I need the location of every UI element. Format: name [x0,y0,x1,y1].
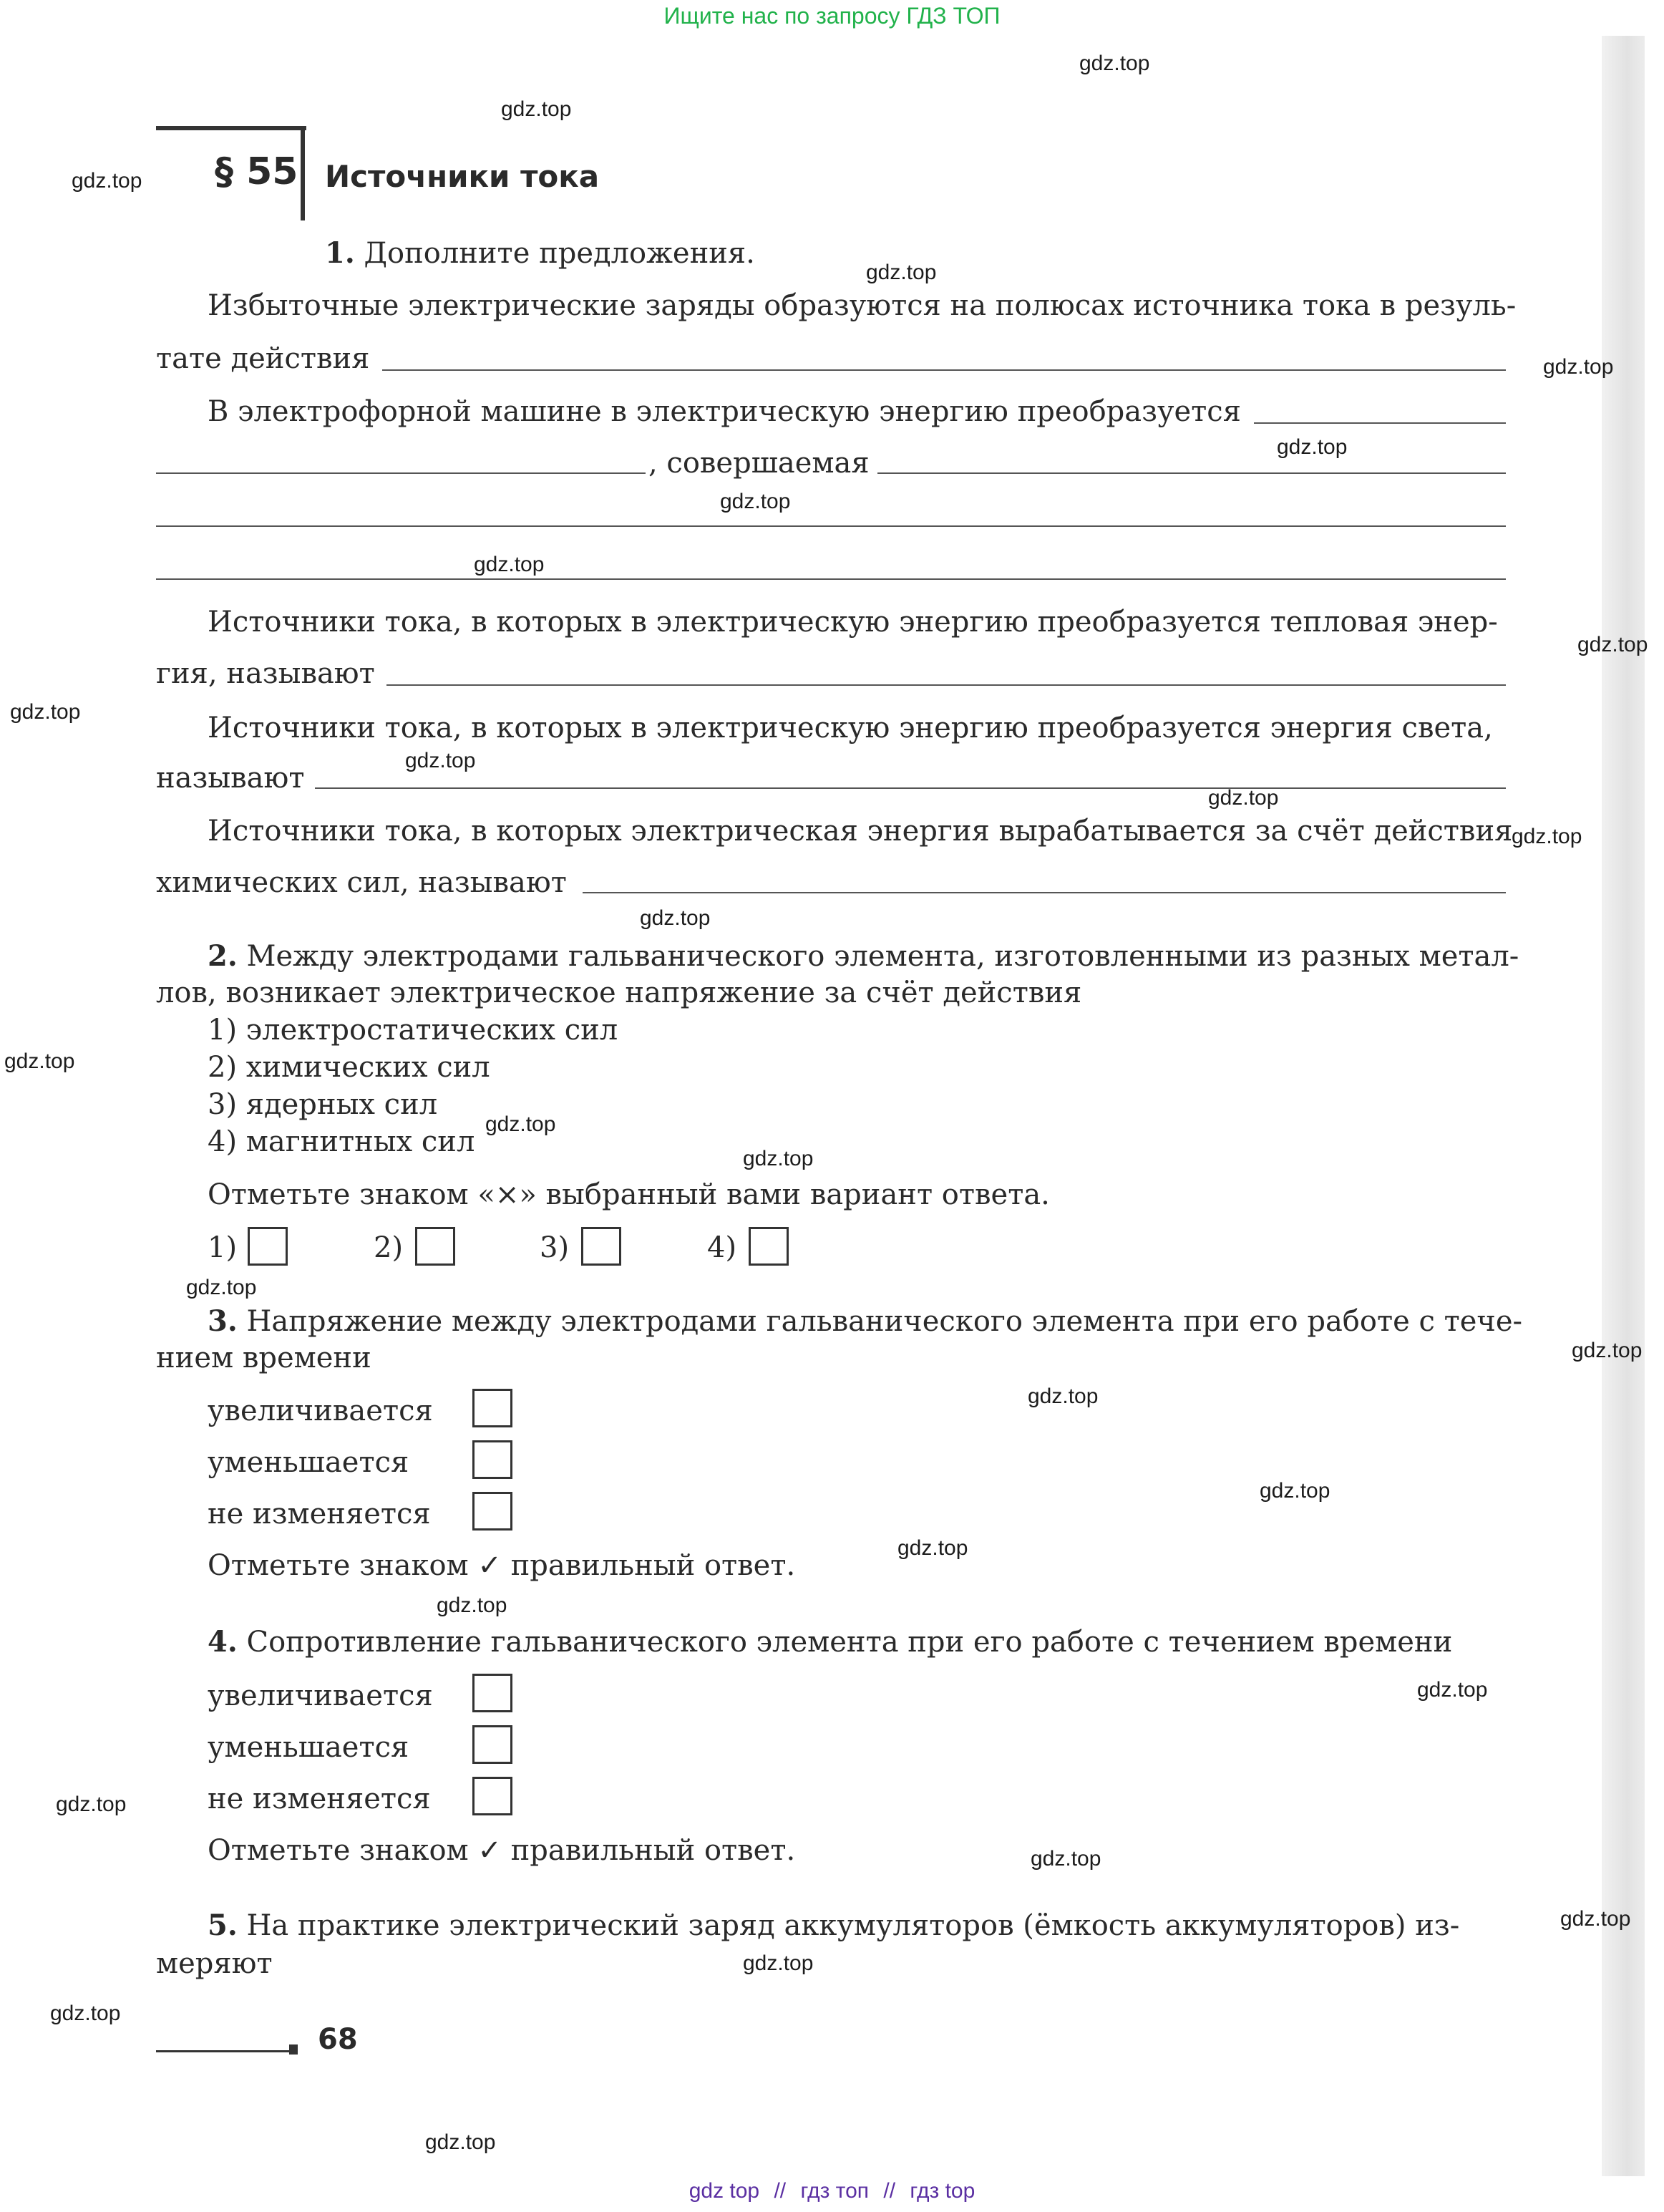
task3-line1 [208,1304,1522,1338]
task3-option-unchanged: не изменяется [208,1498,431,1531]
task2-number: 2. [208,939,238,973]
task1-s5-line2: химических сил, называют [156,866,567,899]
section-title: Источники тока [325,159,600,194]
watermark: gdz.top [1079,52,1150,75]
task4-number: 4. [208,1625,238,1659]
task4-option-unchanged: не изменяется [208,1782,431,1815]
watermark: gdz.top [1031,1847,1101,1871]
bottom-link-separator: // [774,2179,787,2203]
answer-line[interactable] [1254,422,1506,424]
answer-line[interactable] [156,578,1506,580]
search-banner[interactable]: Ищите нас по запросу ГДЗ ТОП [663,3,1001,29]
answer-line[interactable] [382,369,1506,371]
task2-option-2: 2) химических сил [208,1051,490,1084]
task2-answer-checkbox-2[interactable] [415,1227,455,1266]
watermark: gdz.top [1417,1678,1488,1702]
task3-checkbox-increases[interactable] [472,1389,512,1427]
watermark: gdz.top [56,1793,127,1816]
task3-instruction: Отметьте знаком ✓ правильный ответ. [208,1549,796,1582]
task5-number: 5. [208,1908,238,1942]
task1-number: 1. [325,236,355,270]
watermark: gdz.top [1260,1479,1330,1503]
task4-checkbox-decreases[interactable] [472,1725,512,1764]
task5-line1 [208,1908,1459,1942]
watermark: gdz.top [186,1276,257,1299]
footer-marker [289,2044,298,2055]
task4-option-increases: увеличивается [208,1679,433,1712]
task4-checkbox-increases[interactable] [472,1674,512,1712]
task5-text: На практике электрический заряд аккумуляторов (ёмкость аккумуляторов) из- [246,1909,1460,1942]
bottom-links [0,2179,1664,2203]
task3-line2: нием времени [156,1342,371,1374]
task2-answer-checkbox-4[interactable] [749,1227,789,1266]
watermark: gdz.top [1577,633,1648,656]
task2-answer-checkbox-1[interactable] [248,1227,288,1266]
task1-s3-line2: гия, называют [156,657,375,690]
page-number: 68 [318,2023,358,2056]
watermark: gdz.top [50,2002,121,2025]
bottom-link-separator: // [883,2179,896,2203]
watermark: gdz.top [1560,1907,1631,1931]
watermark: gdz.top [425,2130,496,2154]
watermark: gdz.top [405,749,476,772]
answer-line[interactable] [315,787,1506,789]
watermark: gdz.top [501,97,572,121]
task4-instruction: Отметьте знаком ✓ правильный ответ. [208,1834,796,1867]
task4-option-decreases: уменьшается [208,1731,409,1764]
footer-rule [156,2050,292,2052]
task2-answer-checkbox-3[interactable] [581,1227,621,1266]
watermark: gdz.top [4,1049,75,1073]
task2-option-3: 3) ядерных сил [208,1088,438,1121]
task2-line2: лов, возникает электрическое напряжение за счёт действия [156,976,1082,1009]
task1-heading-text: Дополните предложения. [364,237,755,270]
task4-line1 [208,1625,1452,1659]
watermark: gdz.top [1277,435,1348,459]
watermark: gdz.top [485,1112,556,1136]
task2-answer-label-2: 2) [374,1231,404,1264]
task4-checkbox-unchanged[interactable] [472,1777,512,1815]
task3-option-increases: увеличивается [208,1394,433,1427]
answer-line[interactable] [156,472,646,474]
watermark: gdz.top [1208,786,1279,810]
task1-heading [325,236,755,270]
watermark: gdz.top [866,261,937,284]
watermark: gdz.top [1512,825,1582,848]
answer-line[interactable] [583,892,1506,893]
watermark: gdz.top [897,1536,968,1560]
watermark: gdz.top [1028,1384,1099,1408]
watermark: gdz.top [1572,1339,1643,1362]
task3-number: 3. [208,1304,238,1338]
task3-checkbox-decreases[interactable] [472,1440,512,1479]
section-number: § 55 [215,150,298,193]
task2-answer-label-1: 1) [208,1231,238,1264]
watermark: gdz.top [743,1951,814,1975]
task1-s4-line2: называют [156,762,305,795]
section-header-bar [156,126,306,130]
task2-answer-label-4: 4) [707,1231,737,1264]
bottom-link-gdz-top[interactable]: gdz top [689,2179,760,2203]
watermark: gdz.top [720,490,791,513]
task5-line2: меряют [156,1947,273,1980]
bottom-link-gdz-top-ru[interactable]: гдз топ [800,2179,870,2203]
task3-text: Напряжение между электродами гальванического элемента при его работе с тече- [246,1305,1523,1338]
task2-option-4: 4) магнитных сил [208,1125,475,1158]
task2-line1 [208,939,1519,973]
watermark: gdz.top [10,700,81,724]
answer-line[interactable] [386,684,1506,686]
watermark: gdz.top [743,1147,814,1170]
task3-option-decreases: уменьшается [208,1446,409,1479]
watermark: gdz.top [1543,355,1614,379]
task2-option-1: 1) электростатических сил [208,1014,618,1047]
task1-s2-line1: В электрофорной машине в электрическую энергию преобразуется [208,395,1241,428]
task2-text: Между электродами гальванического элемента, изготовленными из разных метал- [246,940,1519,973]
section-header-divider [301,126,305,220]
task1-s5-line1: Источники тока, в которых электрическая энергия вырабатывается за счёт действия [208,815,1513,848]
task1-s1-line2: тате действия [156,342,370,375]
watermark: gdz.top [474,553,545,576]
answer-line[interactable] [877,472,1506,474]
task2-instruction: Отметьте знаком «×» выбранный вами вариант ответа. [208,1178,1050,1211]
task1-s2-line2: , совершаемая [648,447,870,480]
task3-checkbox-unchanged[interactable] [472,1492,512,1531]
watermark: gdz.top [72,169,142,193]
bottom-link-gdz-top-mixed[interactable]: гдз top [910,2179,975,2203]
task4-text: Сопротивление гальванического элемента при его работе с течением времени [246,1626,1453,1659]
task1-s4-line1: Источники тока, в которых в электрическую энергию преобразуется энергия света, [208,712,1493,744]
task2-answer-label-3: 3) [540,1231,570,1264]
task1-s1-line1: Избыточные электрические заряды образуются на полюсах источника тока в резуль- [208,289,1517,322]
watermark: gdz.top [437,1593,507,1617]
watermark: gdz.top [640,906,711,930]
answer-line[interactable] [156,525,1506,527]
task1-s3-line1: Источники тока, в которых в электрическую энергию преобразуется тепловая энер- [208,606,1498,639]
